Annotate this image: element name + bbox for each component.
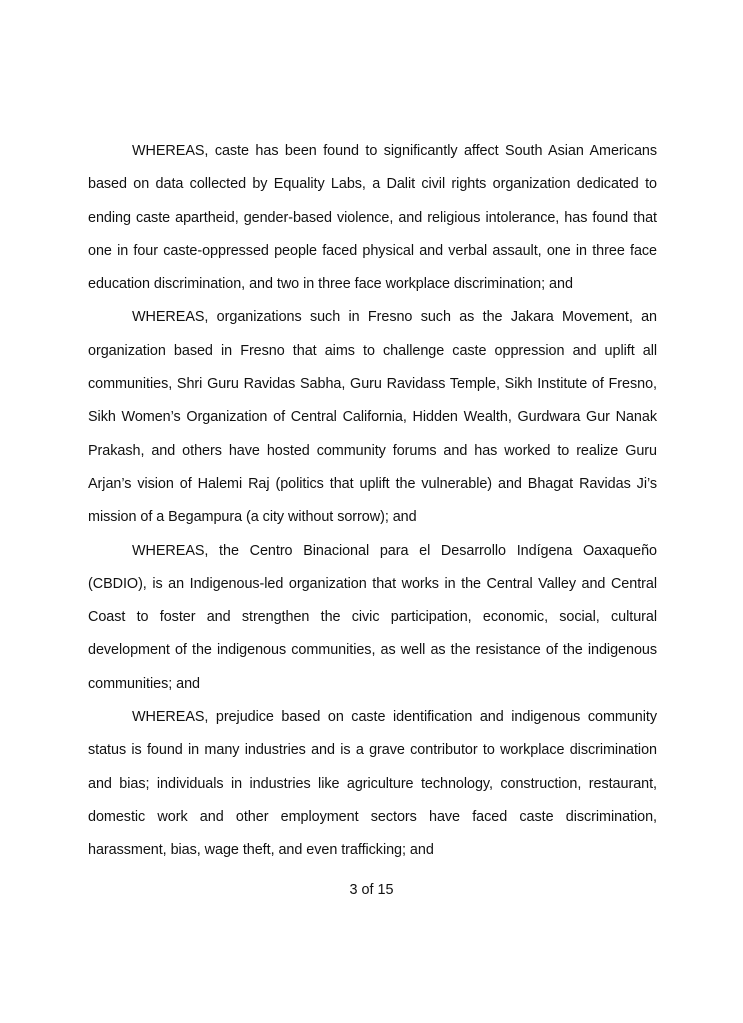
whereas-paragraph-fresno-organizations: WHEREAS, organizations such in Fresno such as the Jakara Movement, an organization based in Fresno that aims to challenge caste oppression and uplift all communities, Shri Guru Ravidas Sabha, Guru Ravidass Temple, Sikh Institute of Fresno, Sikh Women’s Organization of Central California, Hidden Wealth, Gurdwara Gur Nanak Prakash, and others have hosted community forums and has worked to realize Guru Arjan’s vision of Halemi Raj (politics that uplift the vulnerable) and Bhagat Ravidas Ji’s mission of a Begampura (a city without sorrow); and [88, 309, 657, 526]
whereas-paragraph-workplace-prejudice: WHEREAS, prejudice based on caste identification and indigenous community status is found in many industries and is a grave contributor to workplace discrimination and bias; individuals in industries like agriculture technology, construction, restaurant, domestic work and other employment sectors have faced caste discrimination, harassment, bias, wage theft, and even trafficking; and [88, 709, 657, 859]
page-number: 3 of 15 [349, 882, 394, 898]
whereas-paragraph-cbdio: WHEREAS, the Centro Binacional para el Desarrollo Indígena Oaxaqueño (CBDIO), is an Indigenous-led organization that works in the Central Valley and Central Coast to foster and strengthen the civic participation, economic, social, cultural development of the indigenous communities, as well as the resistance of the indigenous communities; and [88, 542, 657, 692]
document-body [88, 135, 657, 868]
whereas-paragraph-caste-impact: WHEREAS, caste has been found to significantly affect South Asian Americans based on data collected by Equality Labs, a Dalit civil rights organization dedicated to ending caste apartheid, gender-based violence, and religious intolerance, has found that one in four caste-oppressed people faced physical and verbal assault, one in three face education discrimination, and two in three face workplace discrimination; and [88, 143, 657, 293]
